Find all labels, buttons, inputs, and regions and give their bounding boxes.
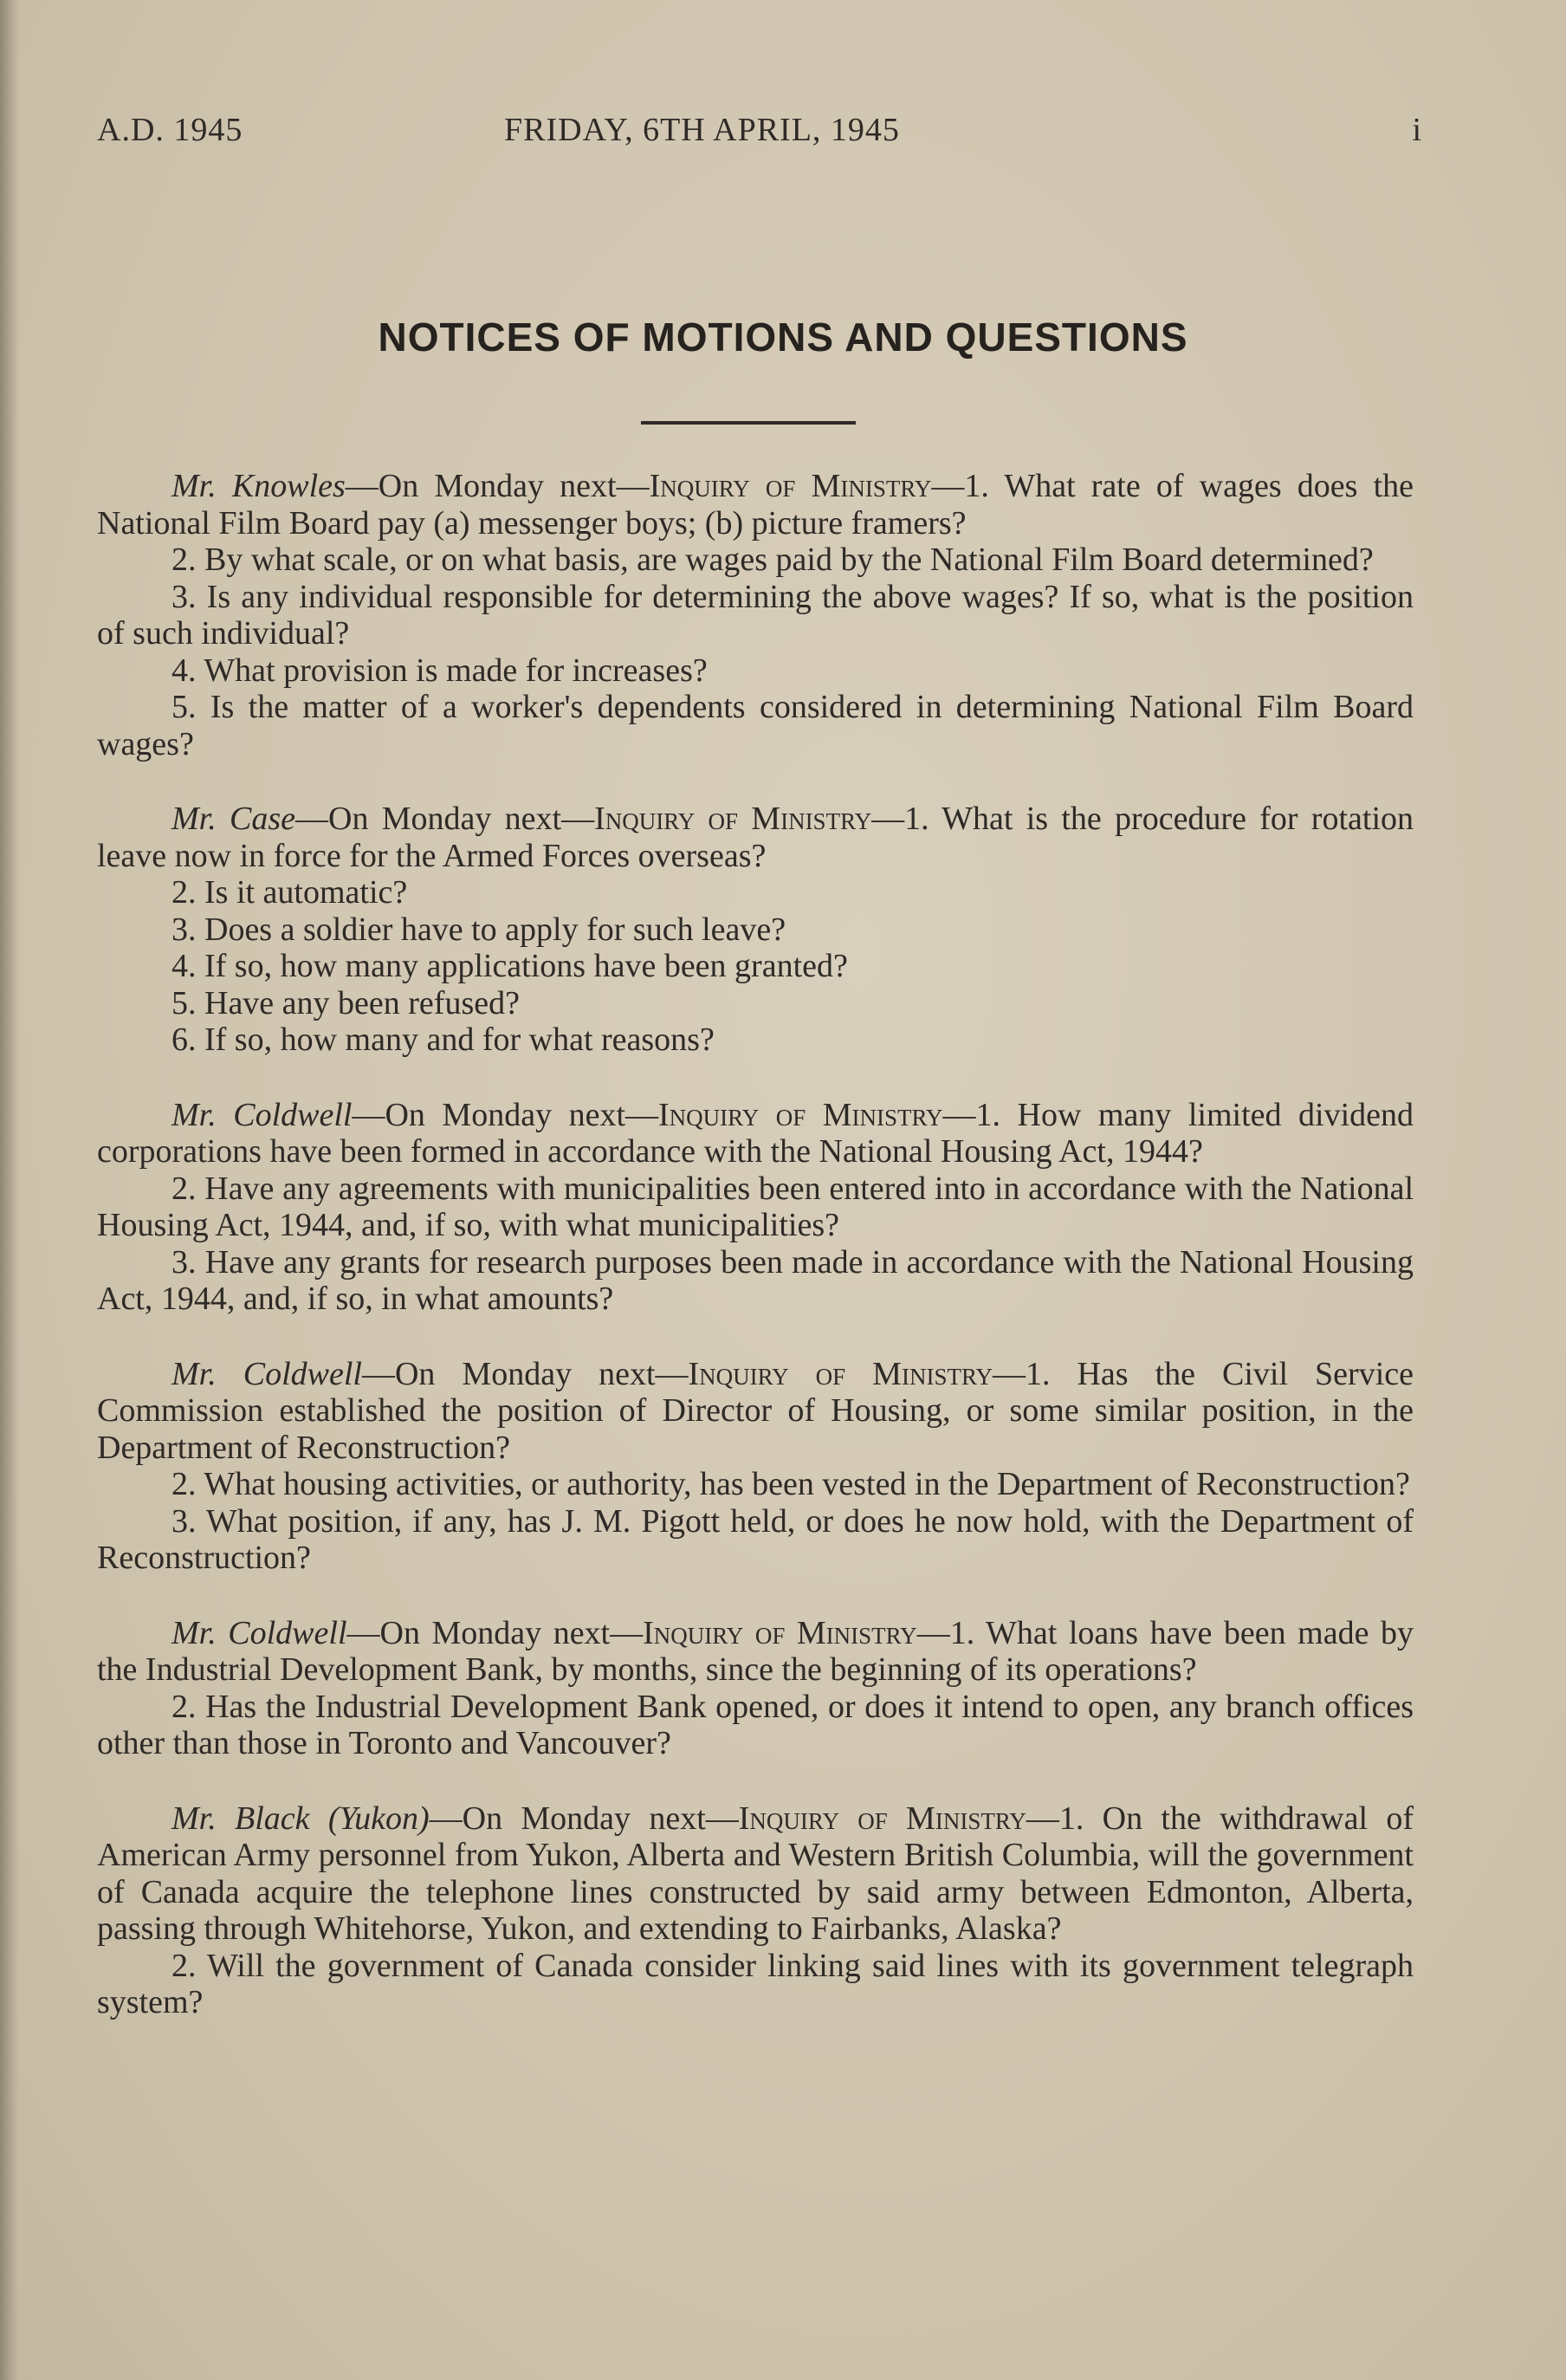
question-paragraph: 6. If so, how many and for what reasons? — [171, 1021, 715, 1058]
notice — [97, 1356, 1414, 1577]
member-name: Mr. Coldwell — [171, 1096, 353, 1133]
inquiry-label: Inquiry of Ministry — [688, 1355, 993, 1392]
question-paragraph: 5. Have any been refused? — [171, 984, 520, 1021]
notice-when: —On Monday next— — [429, 1800, 739, 1837]
question-paragraph: 2. Has the Industrial Development Bank opened, or does it intend to open, any branch offices other than those in Toronto and Vancouver? — [97, 1688, 1414, 1761]
notice-when: —On Monday next— — [361, 1355, 689, 1392]
member-name: Mr. Coldwell — [171, 1614, 347, 1651]
question-paragraph: 2. Will the government of Canada consider linking said lines with its government telegraph system? — [97, 1947, 1414, 2020]
question-paragraph: 4. What provision is made for increases? — [171, 652, 708, 689]
inquiry-label: Inquiry of Ministry — [649, 468, 932, 504]
notice-lead-paragraph — [97, 1097, 1414, 1171]
notice-when: —On Monday next— — [346, 1614, 644, 1651]
member-name: Mr. Black (Yukon) — [171, 1800, 430, 1837]
notice-lead-paragraph — [97, 1615, 1414, 1689]
notice-when: —On Monday next— — [295, 801, 595, 837]
question-paragraph: 3. Does a soldier have to apply for such leave? — [171, 911, 786, 948]
title-rule — [641, 421, 856, 425]
notice-lead-paragraph — [97, 468, 1414, 541]
question-text: —1. What is the procedure for rotation leave now in force for the Armed Forces overseas? — [97, 801, 1414, 874]
question-paragraph: 3. What position, if any, has J. M. Pigott held, or does he now hold, with the Department of Reconstruction? — [97, 1502, 1414, 1576]
question-paragraph: 2. Is it automatic? — [171, 874, 408, 911]
question-text: —1. What rate of wages does the National Film Board pay (a) messenger boys; (b) picture framers? — [97, 468, 1414, 541]
question-text: —1. How many limited dividend corporations have been formed in accordance with the National Housing Act, 1944? — [97, 1096, 1414, 1170]
question-paragraph: 2. What housing activities, or authority, has been vested in the Department of Reconstruction? — [171, 1466, 1410, 1502]
notice — [97, 801, 1414, 1059]
member-name: Mr. Knowles — [171, 468, 346, 504]
question-paragraph: 2. Have any agreements with municipalities been entered into in accordance with the National Housing Act, 1944, and, if so, with what municipalities? — [97, 1170, 1414, 1243]
question-paragraph: 2. By what scale, or on what basis, are wages paid by the National Film Board determined? — [171, 541, 1374, 578]
notice — [97, 1615, 1414, 1762]
notice — [97, 1800, 1414, 2021]
page-number: i — [1412, 112, 1422, 148]
page-title: NOTICES OF MOTIONS AND QUESTIONS — [378, 315, 1188, 360]
question-text: —1. Has the Civil Service Commission established the position of Director of Housing, or some similar position, in the Department of Reconstruction? — [97, 1355, 1414, 1466]
question-text: —1. What loans have been made by the Industrial Development Bank, by months, since the beginning of its operations? — [97, 1614, 1414, 1688]
member-name: Mr. Coldwell — [171, 1355, 362, 1392]
member-name: Mr. Case — [171, 801, 296, 837]
notice — [97, 468, 1414, 762]
inquiry-label: Inquiry of Ministry — [643, 1614, 917, 1651]
question-paragraph: 3. Have any grants for research purposes been made in accordance with the National Housing Act, 1944, and, if so, in what amounts? — [97, 1243, 1414, 1317]
question-text: —1. On the withdrawal of American Army personnel from Yukon, Alberta and Western British Columbia, will the government of Canada acquire the telephone lines constructed by said army between Edmonton, Alberta, passing through Whitehorse, Yukon, and extending to Fairbanks, Alaska? — [97, 1800, 1414, 1947]
inquiry-label: Inquiry of Ministry — [658, 1096, 943, 1133]
question-paragraph: 4. If so, how many applications have been granted? — [171, 948, 848, 984]
notices-body — [97, 468, 1414, 2059]
inquiry-label: Inquiry of Ministry — [738, 1800, 1026, 1837]
inquiry-label: Inquiry of Ministry — [594, 801, 872, 837]
header-year: A.D. 1945 — [97, 112, 243, 148]
notice-when: —On Monday next— — [345, 468, 650, 504]
notice-lead-paragraph — [97, 1800, 1414, 1948]
header-date: FRIDAY, 6TH APRIL, 1945 — [504, 112, 900, 148]
notice — [97, 1097, 1414, 1318]
notice-when: —On Monday next— — [352, 1096, 659, 1133]
notice-lead-paragraph — [97, 801, 1414, 874]
notice-lead-paragraph — [97, 1356, 1414, 1467]
question-paragraph: 3. Is any individual responsible for determining the above wages? If so, what is the position of such individual? — [97, 578, 1414, 652]
running-head — [97, 111, 1422, 154]
question-paragraph: 5. Is the matter of a worker's dependents considered in determining National Film Board wages? — [97, 689, 1414, 762]
